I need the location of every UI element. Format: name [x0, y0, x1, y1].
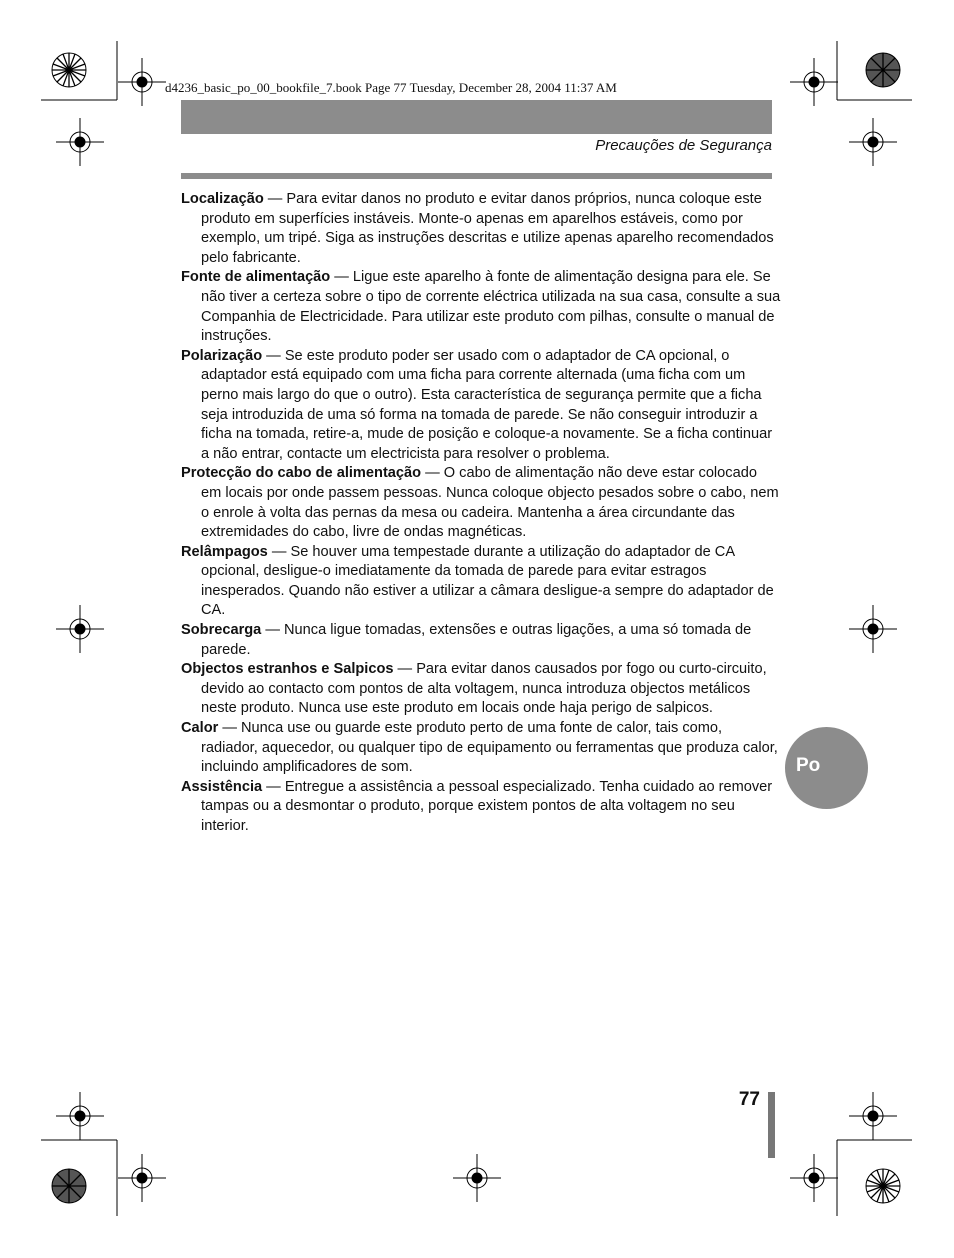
list-item	[181, 268, 781, 346]
star-target-icon	[51, 1168, 87, 1204]
header-rule	[181, 173, 772, 179]
entry-term: Localização	[181, 191, 264, 207]
entry-text: — Entregue a assistência a pessoal especializado. Tenha cuidado ao remover tampas ou a desmontar o produto, porque existem pontos de alta voltagem no seu interior.	[201, 778, 773, 834]
registration-mark-icon	[56, 1092, 104, 1140]
registration-mark-icon	[790, 58, 838, 106]
entry-term: Polarização	[181, 347, 263, 364]
list-item	[181, 660, 781, 719]
section-title: Precauções de Segurança	[595, 137, 772, 154]
registration-mark-icon	[56, 605, 104, 653]
list-item	[181, 719, 781, 778]
list-item	[181, 190, 781, 268]
list-item	[181, 543, 781, 621]
page-number-bar	[768, 1092, 775, 1158]
list-item	[181, 778, 781, 837]
entry-text: — O cabo de alimentação não deve estar colocado em locais por onde passem pessoas. Nunca coloque objecto pesados sobre o cabo, nem o enrole à volta das pernas da mesa ou cadeira. Mantenha a área circundante das extremidades do cabo, livre de ondas magnéticas.	[201, 465, 779, 541]
entry-text: — Ligue este aparelho à fonte de alimentação designa para ele. Se não tiver a certeza sobre o tipo de corrente eléctrica utilizada na sua casa, consulte a sua Companhia de Electricidade. Para utilizar este produto com pilhas, consulte o manual de instruções.	[201, 269, 781, 345]
list-item	[181, 464, 781, 542]
page-number: 77	[738, 1089, 760, 1110]
registration-mark-icon	[453, 1154, 501, 1202]
registration-mark-icon	[118, 58, 166, 106]
registration-mark-icon	[56, 118, 104, 166]
entry-text: — Para evitar danos no produto e evitar danos próprios, nunca coloque este produto em superfícies instáveis. Monte-o apenas em aparelhos estáveis, como por exemplo, um tripé. Siga as instruções descritas e utilize apenas aparelho recomendados pelo fabricante.	[201, 191, 774, 266]
entry-term: Objectos estranhos e Salpicos	[181, 661, 394, 678]
language-tab-label: Po	[796, 755, 821, 776]
registration-mark-icon	[849, 605, 897, 653]
header-bar	[181, 100, 772, 134]
star-target-icon	[51, 52, 87, 88]
entry-text: — Se houver uma tempestade durante a utilização do adaptador de CA opcional, desligue-o imediatamente da tomada de parede para evitar estragos inesperados. Quando não estiver a utilizar a câmara desligue-a sempre do adaptador de CA.	[201, 543, 774, 619]
entry-text: — Nunca use ou guarde este produto perto de uma fonte de calor, tais como, radiador, aquecedor, ou qualquer tipo de equipamento ou ferramentas que produza calor, incluindo amplificadores de som.	[201, 720, 778, 776]
registration-mark-icon	[849, 118, 897, 166]
registration-mark-icon	[118, 1154, 166, 1202]
entry-text: — Para evitar danos causados por fogo ou curto-circuito, devido ao contacto com pontos de alta voltagem, nunca introduza objectos metálicos neste produto. Nunca use este produto em locais onde haja perigo de salpicos.	[201, 661, 767, 717]
entry-text: — Se este produto poder ser usado com o adaptador de CA opcional, o adaptador está equipado com uma ficha para corrente alternada (uma ficha com um perno mais largo do que o outro). Esta característica de segurança permite que a ficha seja introduzida de uma só forma na tomada de parede. Se não conseguir introduzir a ficha na tomada, retire-a, mude de posição e coloque-a novamente. Se a ficha continuar a não entrar, contacte um electricista para resolver o problema.	[201, 347, 773, 462]
star-target-icon	[865, 1168, 901, 1204]
safety-precautions-list	[181, 190, 781, 837]
registration-mark-icon	[790, 1154, 838, 1202]
entry-term: Protecção do cabo de alimentação	[181, 465, 422, 482]
list-item	[181, 347, 781, 465]
entry-term: Relâmpagos	[181, 543, 268, 560]
entry-term: Assistência	[181, 778, 263, 795]
entry-term: Sobrecarga	[181, 622, 262, 639]
entry-term: Calor	[181, 720, 219, 737]
slug-line: d4236_basic_po_00_bookfile_7.book Page 77 Tuesday, December 28, 2004 11:37 AM	[165, 80, 617, 95]
list-item	[181, 621, 781, 660]
registration-mark-icon	[849, 1092, 897, 1140]
star-target-icon	[865, 52, 901, 88]
entry-term: Fonte de alimentação	[181, 269, 331, 286]
entry-text: — Nunca ligue tomadas, extensões e outras ligações, a uma só tomada de parede.	[201, 622, 752, 658]
